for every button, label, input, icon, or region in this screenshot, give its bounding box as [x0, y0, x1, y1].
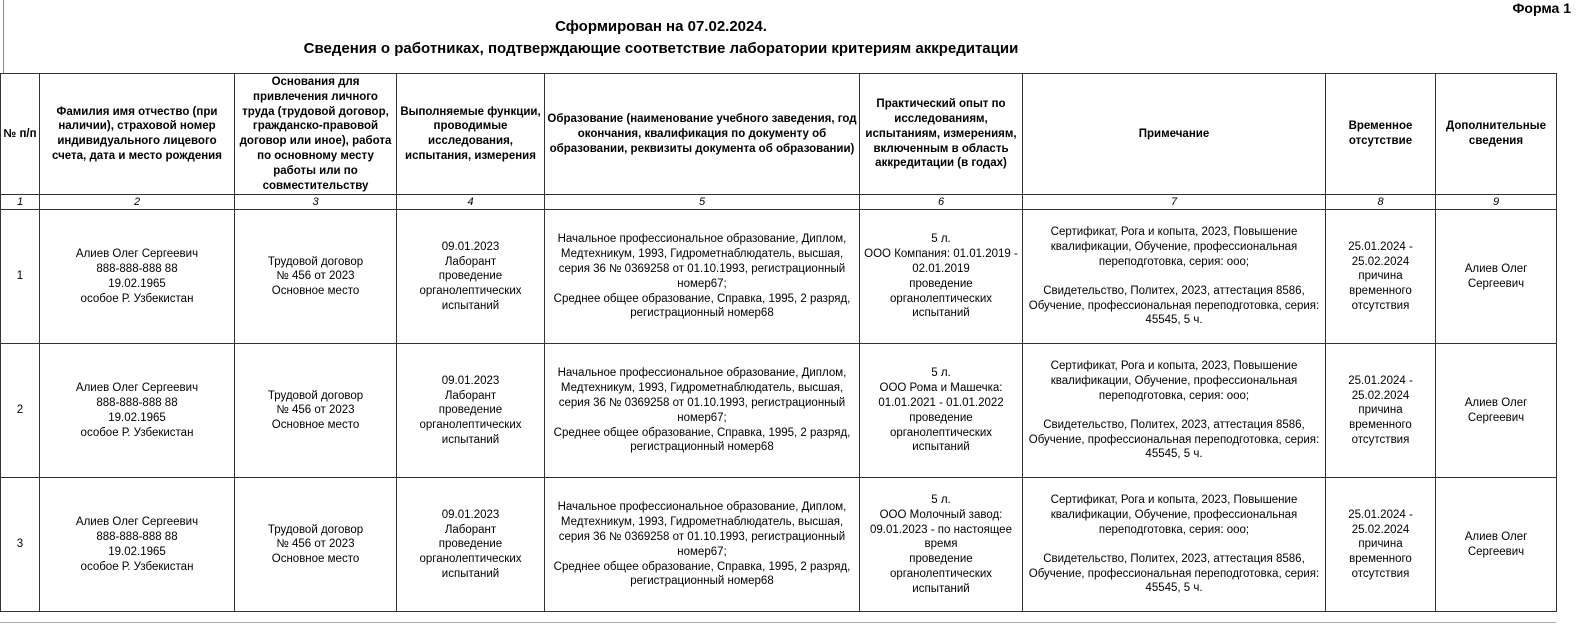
- cell-line: испытаний: [441, 434, 500, 447]
- cell-line: 25.02.2024: [1351, 523, 1410, 536]
- cell-line: 09.01.2023: [441, 374, 500, 387]
- cell-line: Сергеевич: [1467, 277, 1525, 290]
- cell-line: Начальное профессиональное образование, Диплом, Медтехникум, 1993, Гидрометнаблюдатель, высшая, серия 36 № 0369258 от 01.10.1993, регистрационный номер67;: [557, 233, 847, 290]
- contract-cell: [235, 478, 397, 612]
- form-label: Форма 1: [1512, 0, 1571, 16]
- person-cell: [40, 344, 235, 478]
- cell-line: Сергеевич: [1467, 411, 1525, 424]
- additional-info-cell: [1436, 478, 1557, 612]
- cell-line: причина: [1358, 270, 1403, 283]
- row-number-cell: 3: [1, 478, 40, 612]
- column-number: 5: [545, 195, 860, 210]
- cell-line: Лаборант: [444, 389, 497, 402]
- cell-line: Свидетельство, Политех, 2023, аттестация 8586, Обучение, профессиональная переподготовка, серия: 45545, 5 ч.: [1028, 418, 1320, 461]
- report-title: Сведения о работниках, подтверждающие соответствие лаборатории критериям аккредитации: [303, 40, 1019, 57]
- cell-line: Среднее общее образование, Справка, 1995, 2 разряд, регистрационный номер68: [553, 292, 851, 320]
- row-number-cell: 1: [1, 210, 40, 344]
- cell-line: № 456 от 2023: [276, 538, 355, 551]
- absence-cell: [1326, 344, 1436, 478]
- additional-info-cell: [1436, 344, 1557, 478]
- additional-info-cell: [1436, 210, 1557, 344]
- cell-line: Среднее общее образование, Справка, 1995, 2 разряд, регистрационный номер68: [553, 560, 851, 588]
- experience-cell: [860, 344, 1023, 478]
- cell-line: испытаний: [912, 441, 970, 454]
- experience-cell: [860, 210, 1023, 344]
- cell-line: причина: [1358, 404, 1403, 417]
- cell-line: проведение: [909, 411, 973, 424]
- column-number: 6: [860, 195, 1023, 210]
- cell-line: временного: [1349, 419, 1412, 432]
- cell-line: Трудовой договор: [267, 255, 364, 268]
- contract-cell: [235, 344, 397, 478]
- header-row: [1, 74, 1557, 195]
- cell-line: ООО Компания: 01.01.2019 - 02.01.2019: [864, 248, 1018, 276]
- cell-line: Свидетельство, Политех, 2023, аттестация 8586, Обучение, профессиональная переподготовка, серия: 45545, 5 ч.: [1028, 552, 1320, 595]
- cell-line: 25.02.2024: [1351, 255, 1410, 268]
- cell-line: временного: [1349, 285, 1412, 298]
- cell-line: 25.01.2024 -: [1348, 240, 1413, 253]
- education-cell: [545, 478, 860, 612]
- header-person: Фамилия имя отчество (при наличии), страховой номер индивидуального лицевого счета, дата и место рождения: [40, 74, 235, 195]
- functions-cell: [397, 210, 545, 344]
- cell-line: 09.01.2023: [441, 508, 500, 521]
- cell-line: [1025, 404, 1323, 418]
- cell-line: Основное место: [271, 285, 360, 298]
- cell-line: особое Р. Узбекистан: [80, 426, 194, 439]
- education-cell: [545, 210, 860, 344]
- cell-line: органолептических: [419, 285, 522, 298]
- employees-table: [0, 73, 1557, 612]
- cell-line: временного: [1349, 553, 1412, 566]
- cell-line: проведение: [438, 404, 503, 417]
- cell-line: испытаний: [441, 300, 500, 313]
- notes-cell: [1023, 478, 1326, 612]
- cell-line: испытаний: [912, 582, 970, 595]
- cell-line: 888-888-888 88: [96, 397, 178, 410]
- header-education: Образование (наименование учебного заведения, год окончания, квалификация по документу об образовании, реквизиты документа об образовании): [545, 74, 860, 195]
- cell-line: Основное место: [271, 419, 360, 432]
- cell-line: [1025, 270, 1323, 284]
- column-number: 9: [1436, 195, 1557, 210]
- cell-line: Сертификат, Рога и копыта, 2023, Повышение квалификации, Обучение, профессиональная переподготовка, серия: ооо;: [1050, 226, 1298, 269]
- cell-line: Трудовой договор: [267, 523, 364, 536]
- cell-line: Сертификат, Рога и копыта, 2023, Повышение квалификации, Обучение, профессиональная переподготовка, серия: ооо;: [1050, 360, 1298, 403]
- cell-line: 5 л.: [931, 494, 951, 507]
- page-left-border: [3, 0, 4, 74]
- column-number: 7: [1023, 195, 1326, 210]
- cell-line: проведение: [438, 538, 503, 551]
- page-bottom-line: [0, 622, 1556, 623]
- cell-line: 25.02.2024: [1351, 389, 1410, 402]
- cell-line: Свидетельство, Политех, 2023, аттестация 8586, Обучение, профессиональная переподготовка, серия: 45545, 5 ч.: [1028, 284, 1320, 327]
- notes-cell: [1023, 210, 1326, 344]
- cell-line: отсутствия: [1351, 434, 1410, 447]
- cell-line: проведение: [909, 553, 973, 566]
- cell-line: 09.01.2023: [441, 240, 500, 253]
- cell-line: ООО Рома и Машечка: 01.01.2021 - 01.01.2022: [878, 382, 1004, 410]
- cell-line: 19.02.1965: [108, 545, 166, 558]
- cell-line: Среднее общее образование, Справка, 1995, 2 разряд, регистрационный номер68: [553, 426, 851, 454]
- cell-line: Алиев Олег: [1464, 263, 1528, 276]
- cell-line: № 456 от 2023: [276, 404, 355, 417]
- column-number: 8: [1326, 195, 1436, 210]
- cell-line: 25.01.2024 -: [1348, 374, 1413, 387]
- table-row: [1, 478, 1557, 612]
- cell-line: Лаборант: [444, 255, 497, 268]
- column-number: 4: [397, 195, 545, 210]
- column-number: 3: [235, 195, 397, 210]
- cell-line: 25.01.2024 -: [1348, 508, 1413, 521]
- experience-cell: [860, 478, 1023, 612]
- table-row: [1, 344, 1557, 478]
- cell-line: Начальное профессиональное образование, Диплом, Медтехникум, 1993, Гидрометнаблюдатель, высшая, серия 36 № 0369258 от 01.10.1993, регистрационный номер67;: [557, 501, 847, 558]
- cell-line: Начальное профессиональное образование, Диплом, Медтехникум, 1993, Гидрометнаблюдатель, высшая, серия 36 № 0369258 от 01.10.1993, регистрационный номер67;: [557, 367, 847, 424]
- cell-line: 5 л.: [931, 233, 951, 246]
- cell-line: Лаборант: [444, 523, 497, 536]
- header-contract: Основания для привлечения личного труда (трудовой договор, гражданско-правовой договор или иное), работа по основному месту работы или по совместительству: [235, 74, 397, 195]
- cell-line: Алиев Олег: [1464, 531, 1528, 544]
- absence-cell: [1326, 210, 1436, 344]
- cell-line: [1025, 538, 1323, 552]
- cell-line: органолептических: [419, 419, 522, 432]
- cell-line: проведение: [438, 270, 503, 283]
- table-row: [1, 210, 1557, 344]
- cell-line: отсутствия: [1351, 568, 1410, 581]
- cell-line: Сертификат, Рога и копыта, 2023, Повышение квалификации, Обучение, профессиональная переподготовка, серия: ооо;: [1050, 494, 1298, 537]
- cell-line: Алиев Олег Сергеевич: [75, 382, 199, 395]
- report-date-title: Сформирован на 07.02.2024.: [555, 18, 767, 35]
- cell-line: органолептических: [890, 426, 992, 439]
- column-number: 1: [1, 195, 40, 210]
- cell-line: особое Р. Узбекистан: [80, 560, 194, 573]
- cell-line: испытаний: [912, 307, 970, 320]
- cell-line: особое Р. Узбекистан: [80, 292, 194, 305]
- cell-line: органолептических: [419, 553, 522, 566]
- header-additional: Дополнительные сведения: [1436, 74, 1557, 195]
- cell-line: Алиев Олег Сергеевич: [75, 516, 199, 529]
- functions-cell: [397, 478, 545, 612]
- cell-line: испытаний: [441, 568, 500, 581]
- cell-line: органолептических: [890, 292, 992, 305]
- cell-line: 5 л.: [931, 367, 951, 380]
- person-cell: [40, 210, 235, 344]
- functions-cell: [397, 344, 545, 478]
- education-cell: [545, 344, 860, 478]
- cell-line: проведение: [909, 277, 973, 290]
- absence-cell: [1326, 478, 1436, 612]
- cell-line: Трудовой договор: [267, 389, 364, 402]
- cell-line: 888-888-888 88: [96, 531, 178, 544]
- cell-line: ООО Молочный завод: 09.01.2023 - по настоящее время: [870, 508, 1012, 551]
- cell-line: органолептических: [890, 568, 992, 581]
- cell-line: причина: [1358, 538, 1403, 551]
- header-functions: Выполняемые функции, проводимые исследования, испытания, измерения: [397, 74, 545, 195]
- header-experience: Практический опыт по исследованиям, испытаниям, измерениям, включенным в область аккредитации (в годах): [860, 74, 1023, 195]
- cell-line: Сергеевич: [1467, 545, 1525, 558]
- header-num: № п/п: [1, 74, 40, 195]
- header-notes: Примечание: [1023, 74, 1326, 195]
- cell-line: № 456 от 2023: [276, 270, 355, 283]
- header-absence: Временное отсутствие: [1326, 74, 1436, 195]
- notes-cell: [1023, 344, 1326, 478]
- cell-line: Основное место: [271, 553, 360, 566]
- cell-line: Алиев Олег Сергеевич: [75, 248, 199, 261]
- cell-line: отсутствия: [1351, 300, 1410, 313]
- cell-line: 19.02.1965: [108, 411, 166, 424]
- cell-line: 888-888-888 88: [96, 263, 178, 276]
- row-number-cell: 2: [1, 344, 40, 478]
- contract-cell: [235, 210, 397, 344]
- column-number: 2: [40, 195, 235, 210]
- column-number-row: [1, 195, 1557, 210]
- cell-line: 19.02.1965: [108, 277, 166, 290]
- person-cell: [40, 478, 235, 612]
- cell-line: Алиев Олег: [1464, 397, 1528, 410]
